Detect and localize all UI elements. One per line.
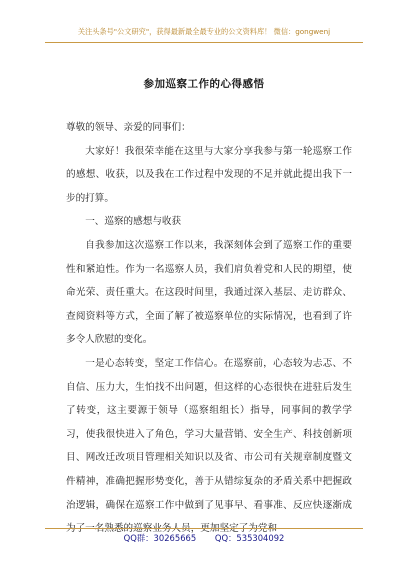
document-title: 参加巡察工作的心得感悟 — [143, 78, 265, 90]
qq-group-number: QQ群：30265665 — [123, 533, 197, 543]
footer-divider — [45, 528, 363, 529]
paragraph: 一是心态转变，坚定工作信心。在巡察前，心态较为忐忑、不自信、压力大，生怕找不出问题，但这样的心态很快在进驻后发生了转变，这主要源于领导（巡察组组长）指导，同事间的教学学习，使我很快进入了角色，学习大量营销、安全生产、科技创新项目、网改迁改项目管理相关知识以及省、市公司有关规章制度暨文件精神，准确把握形势变化，善于从错综复杂的矛盾关系中把握政治逻辑，确保在巡察工作中做到了见事早、看事准、反应快逐渐成为了一名熟悉的巡察业务人员，更加坚定了为党和 — [66, 357, 352, 535]
section-heading: 一、巡察的感想与收获 — [85, 216, 182, 228]
qq-number: QQ：535304092 — [214, 533, 285, 543]
paragraph: 自我参加这次巡察工作以来，我深刻体会到了巡察工作的重要性和紧迫性。作为一名巡察人员，我们肩负着党和人民的期望，使命光荣、责任重大。在这段时间里，我通过深入基层、走访群众、查阅资料等方式，全面了解了被巡察单位的实际情况，也看到了许多令人欣慰的变化。 — [66, 239, 352, 346]
footer-contact — [45, 532, 363, 544]
header-banner: 关注头条号"公文研究"，获得最新最全最专业的公文资料库！ 微信：gongwenj — [77, 27, 331, 36]
document-body — [66, 116, 352, 541]
salutation: 尊敬的领导、亲爱的同事们： — [66, 122, 191, 133]
header-divider — [45, 42, 363, 43]
paragraph: 大家好！我很荣幸能在这里与大家分享我参与第一轮巡察工作的感想、收获，以及我在工作过程中发现的不足并就此提出我下一步的打算。 — [66, 145, 352, 204]
